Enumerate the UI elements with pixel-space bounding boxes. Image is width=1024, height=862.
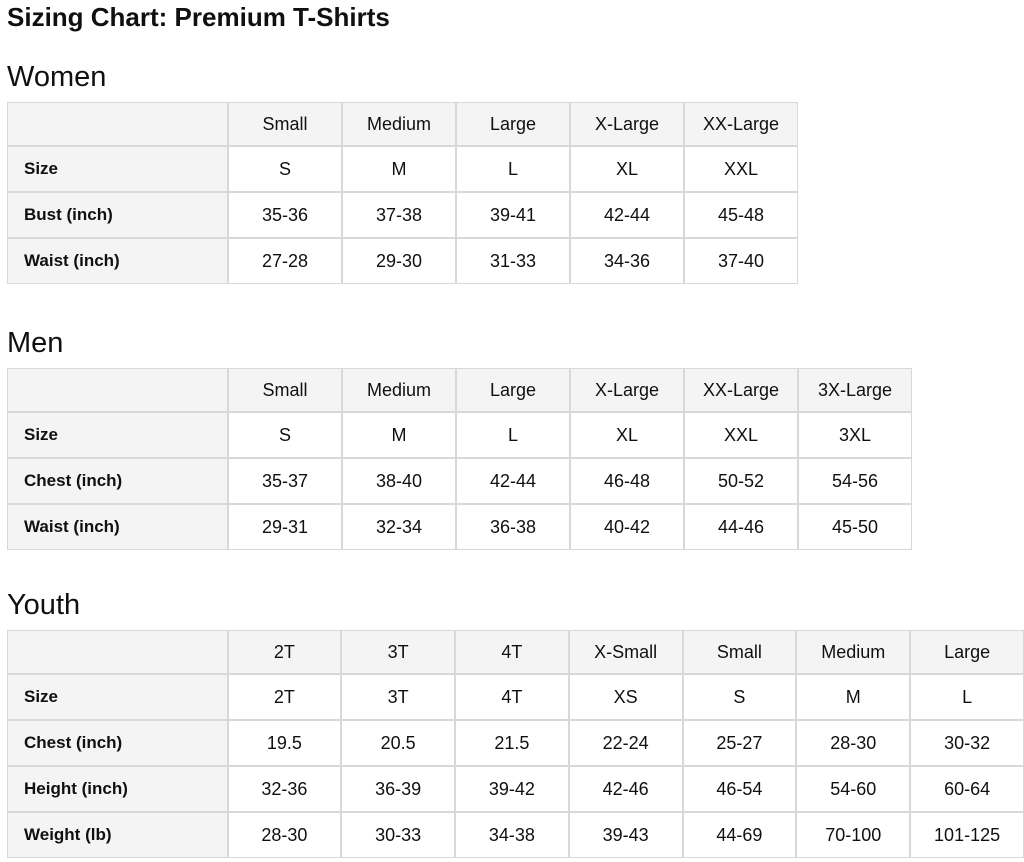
row-label: Chest (inch) bbox=[7, 720, 228, 766]
size-value-cell: XXL bbox=[684, 412, 798, 458]
size-value-cell: 31-33 bbox=[456, 238, 570, 284]
section-heading-women: Women bbox=[7, 61, 107, 93]
size-value-cell: 54-60 bbox=[796, 766, 910, 812]
size-value-cell: 38-40 bbox=[342, 458, 456, 504]
column-header: XX-Large bbox=[684, 102, 798, 146]
size-value-cell: 21.5 bbox=[455, 720, 569, 766]
table-row bbox=[7, 674, 1024, 720]
sizing-table-women bbox=[7, 102, 798, 284]
row-label: Size bbox=[7, 674, 228, 720]
column-header: Large bbox=[910, 630, 1024, 674]
size-value-cell: 29-31 bbox=[228, 504, 342, 550]
size-value-cell: 46-48 bbox=[570, 458, 684, 504]
size-value-cell: 19.5 bbox=[228, 720, 342, 766]
size-value-cell: 2T bbox=[228, 674, 342, 720]
size-value-cell: L bbox=[456, 412, 570, 458]
size-value-cell: 45-50 bbox=[798, 504, 912, 550]
column-header: Medium bbox=[796, 630, 910, 674]
size-value-cell: 36-39 bbox=[341, 766, 455, 812]
size-value-cell: 22-24 bbox=[569, 720, 683, 766]
table-row bbox=[7, 412, 912, 458]
column-header: X-Large bbox=[570, 368, 684, 412]
column-header: Medium bbox=[342, 102, 456, 146]
table-row bbox=[7, 504, 912, 550]
corner-cell bbox=[7, 368, 228, 412]
size-value-cell: 42-44 bbox=[570, 192, 684, 238]
size-value-cell: 40-42 bbox=[570, 504, 684, 550]
size-value-cell: 3XL bbox=[798, 412, 912, 458]
size-value-cell: M bbox=[342, 412, 456, 458]
table-row bbox=[7, 146, 798, 192]
table-row bbox=[7, 458, 912, 504]
header-row bbox=[7, 630, 1024, 674]
size-value-cell: 25-27 bbox=[683, 720, 797, 766]
row-label: Chest (inch) bbox=[7, 458, 228, 504]
column-header: XX-Large bbox=[684, 368, 798, 412]
column-header: Large bbox=[456, 102, 570, 146]
row-label: Bust (inch) bbox=[7, 192, 228, 238]
section-youth bbox=[7, 588, 1024, 858]
size-value-cell: 32-36 bbox=[228, 766, 342, 812]
size-value-cell: 37-38 bbox=[342, 192, 456, 238]
column-header: Large bbox=[456, 368, 570, 412]
column-header: Small bbox=[228, 102, 342, 146]
size-value-cell: 20.5 bbox=[341, 720, 455, 766]
section-women bbox=[7, 60, 1024, 284]
header-row bbox=[7, 102, 798, 146]
size-value-cell: 70-100 bbox=[796, 812, 910, 858]
row-label: Size bbox=[7, 146, 228, 192]
column-header: 2T bbox=[228, 630, 342, 674]
size-value-cell: 45-48 bbox=[684, 192, 798, 238]
table-row bbox=[7, 192, 798, 238]
table-row bbox=[7, 238, 798, 284]
size-value-cell: 42-44 bbox=[456, 458, 570, 504]
size-value-cell: XXL bbox=[684, 146, 798, 192]
size-value-cell: 44-69 bbox=[683, 812, 797, 858]
size-value-cell: 30-32 bbox=[910, 720, 1024, 766]
size-value-cell: M bbox=[796, 674, 910, 720]
row-label: Weight (lb) bbox=[7, 812, 228, 858]
size-value-cell: 39-42 bbox=[455, 766, 569, 812]
size-value-cell: 32-34 bbox=[342, 504, 456, 550]
column-header: Small bbox=[683, 630, 797, 674]
size-value-cell: 101-125 bbox=[910, 812, 1024, 858]
row-label: Size bbox=[7, 412, 228, 458]
header-row bbox=[7, 368, 912, 412]
size-value-cell: 28-30 bbox=[796, 720, 910, 766]
size-value-cell: 39-41 bbox=[456, 192, 570, 238]
size-value-cell: 34-36 bbox=[570, 238, 684, 284]
size-value-cell: 36-38 bbox=[456, 504, 570, 550]
size-value-cell: S bbox=[228, 146, 342, 192]
size-value-cell: 35-37 bbox=[228, 458, 342, 504]
size-value-cell: 37-40 bbox=[684, 238, 798, 284]
size-value-cell: XL bbox=[570, 412, 684, 458]
size-value-cell: 27-28 bbox=[228, 238, 342, 284]
size-value-cell: 3T bbox=[341, 674, 455, 720]
section-heading-youth: Youth bbox=[7, 589, 81, 621]
size-value-cell: 39-43 bbox=[569, 812, 683, 858]
size-value-cell: S bbox=[228, 412, 342, 458]
size-value-cell: 34-38 bbox=[455, 812, 569, 858]
table-row bbox=[7, 812, 1024, 858]
size-value-cell: 35-36 bbox=[228, 192, 342, 238]
sizing-table-youth bbox=[7, 630, 1024, 858]
column-header: X-Large bbox=[570, 102, 684, 146]
row-label: Waist (inch) bbox=[7, 504, 228, 550]
column-header: 3X-Large bbox=[798, 368, 912, 412]
size-value-cell: 54-56 bbox=[798, 458, 912, 504]
page-title: Sizing Chart: Premium T-Shirts bbox=[7, 2, 390, 32]
size-value-cell: XS bbox=[569, 674, 683, 720]
row-label: Height (inch) bbox=[7, 766, 228, 812]
column-header: Small bbox=[228, 368, 342, 412]
size-value-cell: XL bbox=[570, 146, 684, 192]
size-value-cell: M bbox=[342, 146, 456, 192]
size-value-cell: 4T bbox=[455, 674, 569, 720]
corner-cell bbox=[7, 630, 228, 674]
size-value-cell: 46-54 bbox=[683, 766, 797, 812]
row-label: Waist (inch) bbox=[7, 238, 228, 284]
size-value-cell: 50-52 bbox=[684, 458, 798, 504]
table-row bbox=[7, 720, 1024, 766]
size-value-cell: 42-46 bbox=[569, 766, 683, 812]
column-header: 4T bbox=[455, 630, 569, 674]
column-header: X-Small bbox=[569, 630, 683, 674]
column-header: 3T bbox=[341, 630, 455, 674]
section-men bbox=[7, 326, 1024, 550]
size-value-cell: L bbox=[456, 146, 570, 192]
section-heading-men: Men bbox=[7, 327, 64, 359]
corner-cell bbox=[7, 102, 228, 146]
size-value-cell: 28-30 bbox=[228, 812, 342, 858]
size-value-cell: L bbox=[910, 674, 1024, 720]
column-header: Medium bbox=[342, 368, 456, 412]
sizing-table-men bbox=[7, 368, 912, 550]
size-value-cell: 44-46 bbox=[684, 504, 798, 550]
size-value-cell: 29-30 bbox=[342, 238, 456, 284]
table-row bbox=[7, 766, 1024, 812]
size-value-cell: 60-64 bbox=[910, 766, 1024, 812]
size-value-cell: S bbox=[683, 674, 797, 720]
size-value-cell: 30-33 bbox=[341, 812, 455, 858]
